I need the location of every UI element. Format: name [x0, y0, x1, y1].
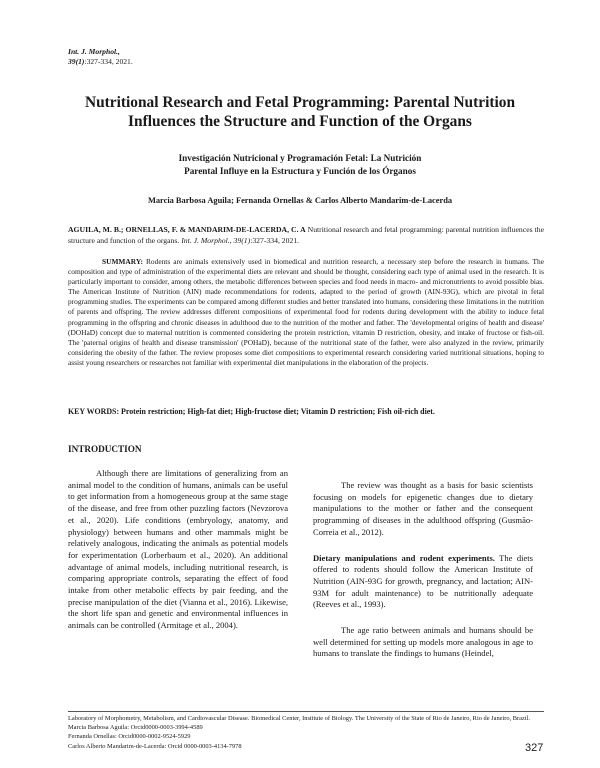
paragraph: The review was thought as a basis for basic scientists focusing on models for epigenetic changes due to dietary manipulations to the mother or father and the consequent programming of diseases in the adulthood offspring (Gusmão-Correia et al., 2012).	[313, 480, 533, 537]
footnote-orcid: Marcia Barbosa Aguila: Orcid0000-0003-3994-4589	[68, 724, 203, 732]
paragraph: Dietary manipulations and rodent experiments. The diets offered to rodents should follow the American Institute of Nutrition (AIN-93G for growth, pregnancy, and lactation; AIN-93M for adult maintenance) to be nutritionally adequate (Reeves et al., 1993).	[313, 552, 533, 610]
subtitle-line-2: Parental Influye en la Estructura y Función de los Órganos	[184, 165, 416, 176]
footnote-divider	[68, 711, 544, 712]
section-heading-introduction: INTRODUCTION	[68, 444, 142, 454]
journal-name: Int. J. Morphol.,	[68, 47, 120, 56]
page-number: 327	[525, 742, 544, 754]
author-list: Marcia Barbosa Aguila; Fernanda Ornellas & Carlos Alberto Mandarim-de-Lacerda	[147, 196, 453, 205]
summary-text: Rodents are animals extensively used in biomedical and nutrition research, a necessary step before the research in humans. The composition and type of administration of the experimental diets are relevant and should be thought, considering each type of animal used in the research. It is particularly important to consider, among others, the metabolic differences between species and food needs in macro- and micronutrients to avoid possible bias. The American Institute of Nutrition (AIN) made recommendations for rodents, adapted to the period of growth (AIN-93G), which are pivotal in fetal programming studies. The experiments can be compared among different studies and better translated into humans, considering these limitations in the nutrition of parents and offspring. The review addresses different compositions of experimental food for rodents during development with the ability to induce fetal programming in the offspring and chronic diseases in adulthood due to the nutrition of the mother and father. The 'developmental origins of health and disease' (DOHaD) concept due to maternal nutrition is commented considering the protein restriction, vitamin D restriction, obesity, and intake of fructose or fish-oil. The 'paternal origins of health and disease transmission' (POHaD), because of the nutritional state of the father, were also analyzed in the review, primarily considering the obesity of the father. The review proposes some diet compositions to experimental research considering varied nutritional situations, hoping to assist young researchers or researches not familiar with experimental diet manipulations in the elaboration of the projects.	[68, 257, 544, 367]
keywords: KEY WORDS: Protein restriction; High-fat diet; High-fructose diet; Vitamin D restriction; Fish oil-rich diet.	[68, 407, 435, 416]
citation-names: AGUILA, M. B.; ORNELLAS, F. & MANDARIM-DE-LACERDA, C. A	[68, 225, 306, 234]
footnote	[68, 714, 544, 751]
paragraph: Although there are limitations of generalizing from an animal model to the condition of humans, animals can be useful to get information from a homogeneous group at the same stage of the disease, and free from other puzzling factors (Nevzorova et al., 2020). Life conditions (embryology, anatomy, and physiology) between humans and other mammals might be relatively analogous, indicating the animals as potential models for experimentation (Lorberbaum et al., 2020). An additional advantage of animal models, including nutritional research, is comparing appropriate controls, separating the effect of food intake from other metabolic effects by pair feeding, and the precise manipulation of the diet (Vianna et al., 2016). Likewise, the short life span and genetic and environmental influences in animals can be controlled (Armitage et al., 2004).	[68, 468, 288, 631]
citation-journal: Int. J. Morphol., 39(1)	[181, 235, 251, 245]
footnote-orcid: Carlos Alberto Mandarim-de-Lacerda: Orcid 0000-0003-4134-7978	[68, 742, 242, 750]
paper-subtitle-spanish	[100, 152, 500, 177]
title-line-1: Nutritional Research and Fetal Programming: Parental Nutrition	[84, 94, 516, 111]
subtitle-line-1: Investigación Nutricional y Programación Fetal: La Nutrición	[178, 153, 422, 163]
body-column-left	[68, 468, 288, 646]
journal-volume: 39(1):327-334, 2021.	[68, 57, 133, 66]
citation-tail: :327-334, 2021.	[250, 235, 300, 245]
paragraph: The age ratio between animals and humans should be well determined for setting up models more analogous in age to humans to translate the findings to humans (Heindel,	[313, 625, 533, 659]
citation-text: Nutritional research and fetal programming: parental nutrition influences the structure and function of the organs.	[68, 225, 544, 245]
summary-label: SUMMARY:	[102, 257, 143, 266]
title-line-2: Influences the Structure and Function of the Organs	[128, 113, 472, 130]
paper-title	[40, 93, 560, 131]
body-column-right	[313, 480, 533, 674]
footnote-affiliation: Laboratory of Morphometry, Metabolism, and Cardiovascular Disease. Biomedical Center, Institute of Biology. The University of the State of Rio de Janeiro, Rio de Janeiro, Brazil.	[68, 715, 531, 722]
journal-reference	[68, 47, 133, 67]
footnote-orcid: Fernanda Ornellas: Orcid0000-0002-9524-5929	[68, 733, 191, 741]
abstract-summary	[68, 257, 544, 368]
paragraph-lead-in: Dietary manipulations and rodent experiments.	[313, 552, 495, 563]
citation-block	[68, 225, 544, 246]
